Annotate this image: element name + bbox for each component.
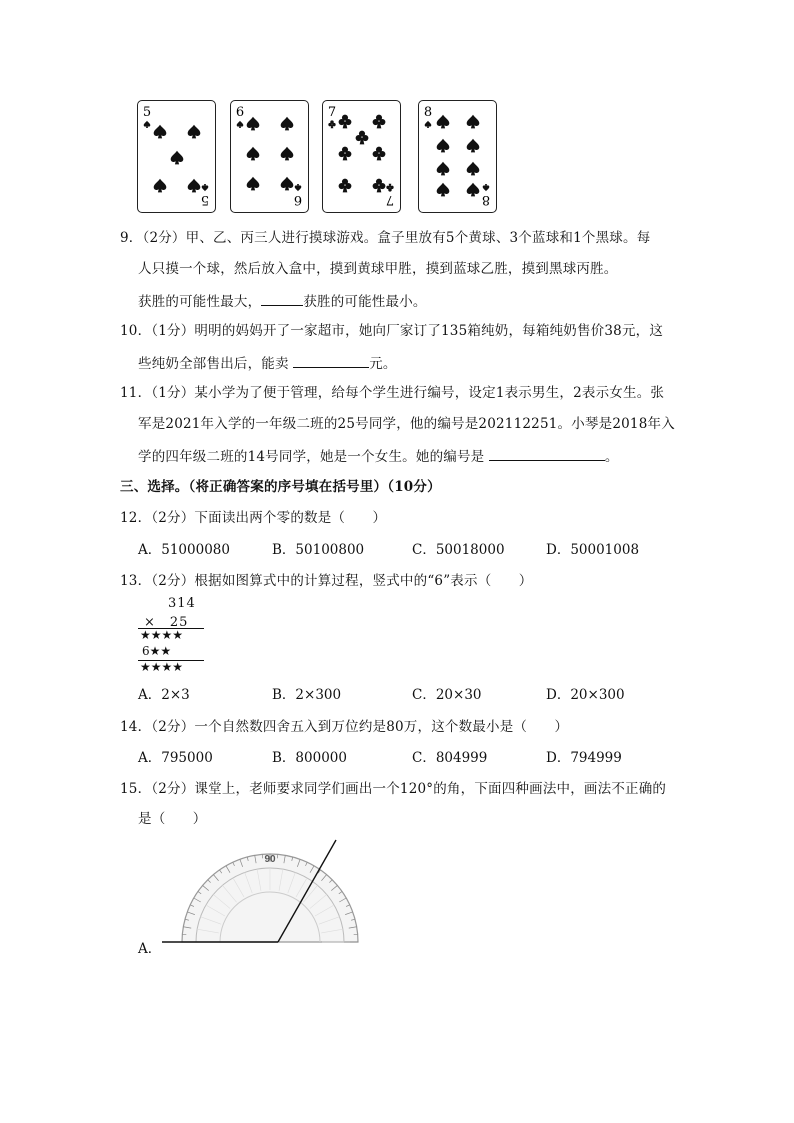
protractor-90-label: 90	[264, 854, 276, 865]
card-face	[138, 101, 214, 211]
card-rank-bottom: 6	[293, 192, 303, 207]
card-rank-bottom: 7	[385, 192, 395, 207]
q10-answer-blank[interactable]	[293, 353, 369, 368]
card-pip	[437, 183, 450, 197]
card-pip	[339, 179, 352, 193]
q11-text-a: 学的四年级二班的14号同学，她是一个女生。她的编号是	[138, 449, 489, 465]
card-pip	[373, 115, 386, 129]
q12-stem: 12．（2分）下面读出两个零的数是（ ）	[120, 510, 387, 526]
q11-answer-blank[interactable]	[489, 446, 605, 461]
card-pip	[188, 179, 201, 193]
card-pip	[247, 117, 260, 131]
q14-option-a[interactable]: A．795000	[138, 750, 213, 766]
card-pip	[281, 117, 294, 131]
q12-option-b[interactable]: B．50100800	[272, 542, 365, 558]
card-rank-top: 8	[423, 105, 433, 120]
card-pip	[437, 139, 450, 153]
protractor-figure	[150, 836, 380, 956]
card-pip	[247, 147, 260, 161]
q12-option-a[interactable]: A．51000080	[138, 542, 230, 558]
q9-text-b: 获胜的可能性最小。	[303, 294, 427, 310]
playing-cards	[137, 100, 507, 216]
calc-row-314: 314	[168, 596, 196, 611]
q10-text-a: 些纯奶全部售出后，能卖	[138, 356, 294, 372]
vertical-multiplication	[138, 596, 218, 676]
card-face	[231, 101, 307, 211]
q13-option-d[interactable]: D．20×300	[546, 687, 625, 703]
card-face	[323, 101, 399, 211]
q13-option-b[interactable]: B．2×300	[272, 687, 342, 703]
protractor-body	[182, 854, 358, 942]
calc-row-stars-1: ★★★★	[140, 628, 184, 642]
card-pip	[281, 147, 294, 161]
calc-row-stars-2: ★★★★	[140, 660, 184, 674]
q14-option-d[interactable]: D．794999	[546, 750, 622, 766]
q14-option-b[interactable]: B．800000	[272, 750, 347, 766]
q15-option-a-label[interactable]: A．	[138, 941, 162, 957]
q15-line1: 15．（2分）课堂上，老师要求同学们画出一个120°的角，下面四种画法中，画法不正确的	[120, 781, 667, 797]
q14-stem: 14．（2分）一个自然数四舍五入到万位约是80万，这个数最小是（ ）	[120, 719, 569, 735]
q15-line2: 是（ ）	[138, 811, 207, 827]
calc-row-6-stars: 6★★	[142, 644, 172, 658]
card-pip	[339, 115, 352, 129]
card-face	[419, 101, 495, 211]
card-pip	[373, 179, 386, 193]
card-pip	[356, 131, 369, 145]
q13-option-c[interactable]: C．20×30	[412, 687, 482, 703]
card-pip	[467, 139, 480, 153]
q9-line1: 9．（2分）甲、乙、丙三人进行摸球游戏。盒子里放有5个黄球、3个蓝球和1个黑球。每	[120, 230, 651, 246]
card-pip	[373, 147, 386, 161]
card-6-spades	[230, 100, 309, 213]
card-rank-bottom: 8	[481, 192, 491, 207]
card-pip	[437, 115, 450, 129]
q9-line2: 人只摸一个球，然后放入盒中，摸到黄球甲胜，摸到蓝球乙胜，摸到黑球丙胜。	[138, 261, 618, 277]
card-pip	[281, 177, 294, 191]
card-pip	[154, 179, 167, 193]
q11-line1: 11．（1分）某小学为了便于管理，给每个学生进行编号，设定1表示男生，2表示女生。张	[120, 385, 665, 401]
card-pip	[437, 162, 450, 176]
card-pip	[171, 151, 184, 165]
card-pip	[339, 147, 352, 161]
card-rank-bottom: 5	[200, 192, 210, 207]
q14-option-c[interactable]: C．804999	[412, 750, 488, 766]
card-rank-top: 7	[327, 105, 337, 120]
card-7-clubs	[322, 100, 401, 213]
card-pip	[154, 125, 167, 139]
calc-row-times-25: × 25	[144, 615, 189, 630]
q9-text-a: 获胜的可能性最大，	[138, 294, 262, 310]
q12-option-d[interactable]: D．50001008	[546, 542, 640, 558]
card-pip	[188, 125, 201, 139]
card-rank-top: 5	[142, 105, 152, 120]
card-pip	[467, 183, 480, 197]
protractor-svg	[150, 836, 380, 956]
card-pip	[467, 162, 480, 176]
q10-line2	[138, 353, 397, 373]
card-pip	[467, 115, 480, 129]
card-rank-top: 6	[235, 105, 245, 120]
section-3-heading: 三、选择。（将正确答案的序号填在括号里）（10分）	[120, 479, 441, 495]
q11-line2: 军是2021年入学的一年级二班的25号同学，他的编号是202112251。小琴是2018年入	[138, 416, 675, 432]
q13-option-a[interactable]: A．2×3	[138, 687, 190, 703]
card-8-spades	[418, 100, 497, 213]
q10-text-b: 元。	[369, 356, 397, 372]
q9-line3	[138, 291, 427, 311]
q11-text-b: 。	[604, 449, 619, 465]
q13-stem: 13．（2分）根据如图算式中的计算过程，竖式中的“6”表示（ ）	[120, 573, 533, 589]
card-5-spades	[137, 100, 216, 213]
q10-line1: 10．（1分）明明的妈妈开了一家超市，她向厂家订了135箱纯奶，每箱纯奶售价38元，这	[120, 323, 664, 339]
q9-answer-blank[interactable]	[261, 291, 303, 306]
q12-option-c[interactable]: C．50018000	[412, 542, 505, 558]
q11-line3	[138, 446, 619, 466]
card-pip	[247, 177, 260, 191]
